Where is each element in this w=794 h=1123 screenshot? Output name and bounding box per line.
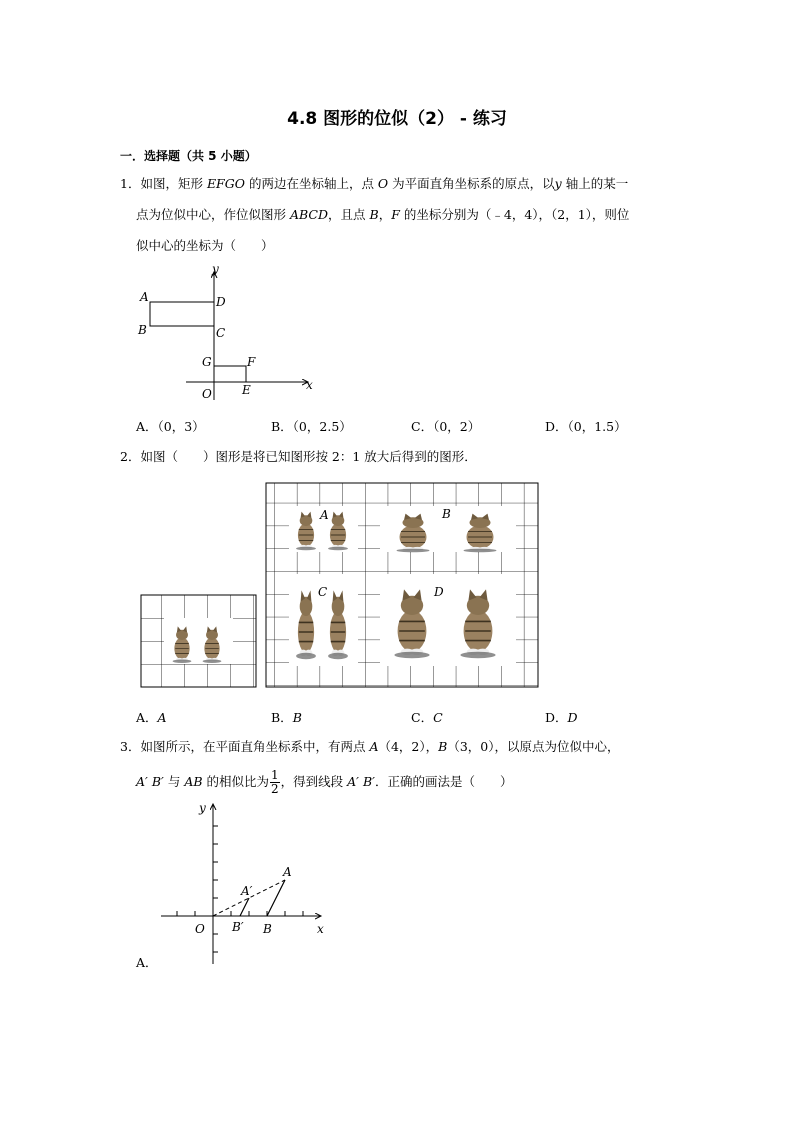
q3-ratio-fraction: $\frac{1}{2}$: [271, 768, 279, 796]
q2-figure: [138, 480, 542, 692]
q3-y-label: y: [199, 801, 206, 815]
q1-line-2: 点为位似中心，作位似图形 ABCD，且点 B，F 的坐标分别为（﹣4，4），（2，1），则位: [136, 207, 630, 222]
section-heading: 一．选择题（共 5 小题）: [120, 149, 257, 163]
q1-option-a[interactable]: A．（0，3）: [136, 419, 205, 434]
q1-option-d[interactable]: D．（0，1.5）: [545, 419, 627, 434]
q1-option-b[interactable]: B．（0，2.5）: [271, 419, 352, 434]
q2-option-c[interactable]: C．C: [411, 710, 443, 725]
q1-label-b: B: [138, 323, 147, 337]
q3-label-b: B: [263, 922, 272, 936]
q3-label-o: O: [195, 922, 205, 936]
q2-label-c: C: [318, 585, 328, 599]
q2-option-b[interactable]: B．B: [271, 710, 302, 725]
q1-rect-abcd: [150, 302, 214, 326]
q2-label-d: D: [434, 585, 444, 599]
q2-label-a: A: [320, 508, 329, 522]
q1-figure: [130, 258, 320, 403]
q1-y-label: y: [212, 262, 219, 276]
q1-label-e: E: [242, 383, 251, 397]
q1-label-a: A: [140, 290, 149, 304]
q3-label-a-prime: A′: [241, 884, 253, 898]
q1-label-g: G: [202, 355, 212, 369]
q3-option-a[interactable]: A．: [136, 955, 158, 970]
q3-line-1: 3．如图所示，在平面直角坐标系中，有两点 A（4，2），B（3，0），以原点为位似中心，: [120, 739, 620, 754]
q2-label-b: B: [442, 507, 451, 521]
q1-label-o: O: [202, 387, 212, 401]
q1-line-1: 1．如图，矩形 EFGO 的两边在坐标轴上，点 O 为平面直角坐标系的原点，以y 轴上的某一: [120, 176, 629, 191]
q2-option-a[interactable]: A．A: [136, 710, 167, 725]
q2-option-d[interactable]: D．D: [545, 710, 578, 725]
page-title: 4.8 图形的位似（2） - 练习: [287, 109, 507, 129]
q3-segment-ab: [267, 880, 285, 916]
q1-label-c: C: [216, 326, 226, 340]
q1-line-3: 似中心的坐标为（ ）: [136, 238, 274, 253]
q3-label-b-prime: B′: [232, 920, 244, 934]
q1-x-label: x: [306, 378, 313, 392]
q1-option-c[interactable]: C．（0，2）: [411, 419, 481, 434]
q1-label-f: F: [247, 355, 256, 369]
q1-rect-efgo: [214, 366, 246, 382]
q3-x-label: x: [317, 922, 324, 936]
q3-figure: [155, 798, 335, 968]
q3-line-2: A′ B′ 与 AB 的相似比为 $\frac{1}{2}$ ，得到线段 A′ B′．正确的画法是（ ）: [136, 768, 513, 796]
q1-label-d: D: [216, 295, 226, 309]
q2-text: 2．如图（ ）图形是将已知图形按 2：1 放大后得到的图形．: [120, 449, 477, 464]
q3-label-a: A: [283, 865, 292, 879]
